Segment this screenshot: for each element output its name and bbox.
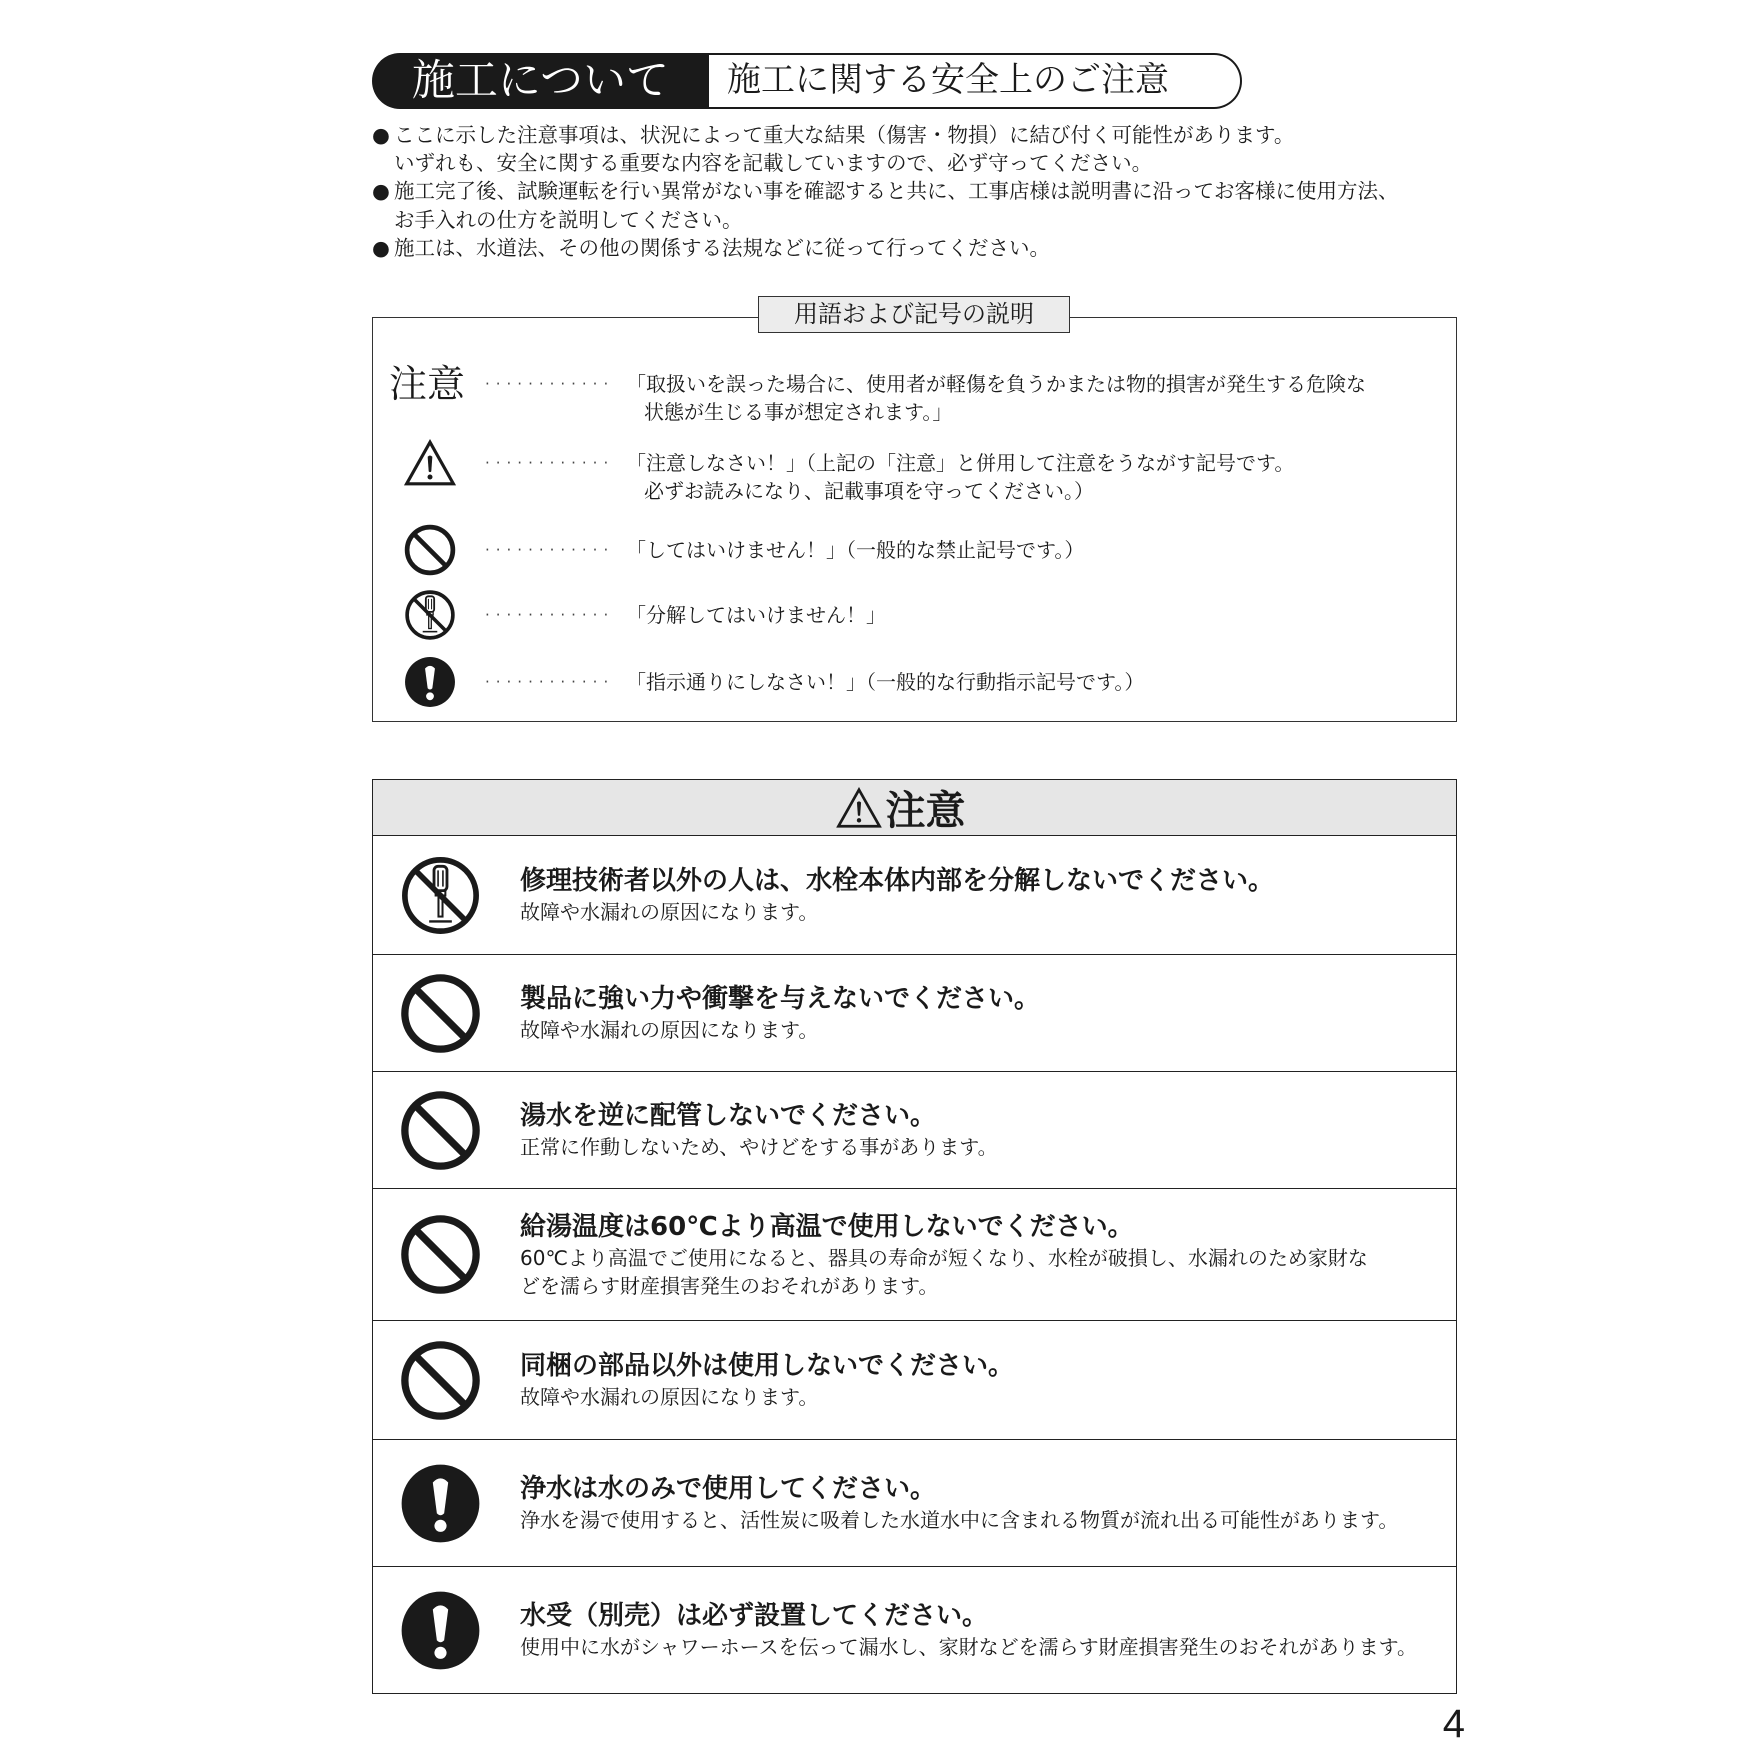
page-number: 4 bbox=[1442, 1702, 1465, 1746]
mandatory-action-icon bbox=[404, 656, 456, 708]
leader-dots: ············ bbox=[485, 541, 615, 559]
leader-dots: ············ bbox=[485, 375, 615, 393]
legend-line: 必ずお読みになり、記載事項を守ってください。） bbox=[644, 479, 1094, 503]
caution-icon-cell bbox=[373, 1072, 507, 1188]
caution-header bbox=[373, 780, 1456, 836]
caution-title: 水受（別売）は必ず設置してください。 bbox=[520, 1601, 989, 1631]
caution-title: 修理技術者以外の人は、水栓本体内部を分解しないでください。 bbox=[520, 866, 1275, 896]
prohibition-icon bbox=[404, 524, 456, 576]
caution-row bbox=[373, 1321, 1456, 1440]
caution-icon-cell bbox=[373, 1321, 507, 1439]
legend-line: 「注意しなさい！」（上記の「注意」と併用して注意をうながす記号です。 bbox=[626, 451, 1295, 475]
intro-bullet bbox=[372, 121, 1399, 177]
bullet-line: 施工は、水道法、その他の関係する法規などに従って行ってください。 bbox=[394, 235, 1050, 260]
caution-title: 給湯温度は60℃より高温で使用しないでください。 bbox=[520, 1211, 1134, 1242]
caution-detail: 故障や水漏れの原因になります。 bbox=[520, 1018, 819, 1042]
legend-description bbox=[626, 668, 1144, 696]
caution-detail: 使用中に水がシャワーホースを伝って漏水し、家財などを濡らす財産損害発生のおそれがあります。 bbox=[520, 1635, 1417, 1659]
caution-row bbox=[373, 1189, 1456, 1321]
bullet-text bbox=[394, 234, 1050, 262]
caution-row bbox=[373, 1567, 1456, 1693]
intro-notes bbox=[372, 121, 1399, 262]
caution-detail: 正常に作動しないため、やけどをする事があります。 bbox=[520, 1135, 998, 1159]
legend-description bbox=[626, 370, 1366, 426]
caution-detail: 60℃より高温でご使用になると、器具の寿命が短くなり、水栓が破損し、水漏れのため家財な bbox=[520, 1245, 1368, 1270]
leader-dots: ············ bbox=[485, 673, 615, 691]
caution-title: 同梱の部品以外は使用しないでください。 bbox=[520, 1351, 1015, 1381]
caution-title: 浄水は水のみで使用してください。 bbox=[520, 1474, 937, 1504]
legend-row-no-disassembly bbox=[372, 601, 1457, 657]
caution-title: 製品に強い力や衝撃を与えないでください。 bbox=[520, 984, 1041, 1014]
legend-description bbox=[626, 536, 1084, 564]
caution-row bbox=[373, 955, 1456, 1072]
intro-bullet bbox=[372, 177, 1399, 233]
bullet-line: お手入れの仕方を説明してください。 bbox=[394, 207, 743, 232]
legend-line: 状態が生じる事が想定されます。」 bbox=[644, 400, 953, 424]
page-title: 施工に関する安全上のご注意 bbox=[709, 53, 1242, 109]
bullet-text bbox=[394, 121, 1294, 177]
no-disassembly-icon bbox=[400, 855, 481, 936]
caution-icon-cell bbox=[373, 1440, 507, 1566]
caution-text bbox=[507, 1072, 998, 1188]
caution-row bbox=[373, 836, 1456, 955]
caution-icon-cell bbox=[373, 955, 507, 1071]
caution-signal-word: 注意 bbox=[389, 362, 466, 406]
leader-dots: ············ bbox=[485, 454, 615, 472]
legend-row-warning bbox=[372, 449, 1457, 505]
bullet-line: いずれも、安全に関する重要な内容を記載していますので、必ず守ってください。 bbox=[394, 151, 1153, 176]
legend-line: 「取扱いを誤った場合に、使用者が軽傷を負うかまたは物的損害が発生する危険な bbox=[626, 372, 1366, 396]
prohibition-icon bbox=[400, 1340, 481, 1421]
caution-text bbox=[507, 1321, 1014, 1439]
section-label: 施工について bbox=[372, 53, 709, 109]
bullet-marker: ● bbox=[372, 123, 390, 147]
no-disassembly-icon bbox=[404, 589, 456, 641]
bullet-text bbox=[394, 177, 1399, 233]
caution-detail: 故障や水漏れの原因になります。 bbox=[520, 1385, 819, 1409]
legend-line: 「指示通りにしなさい！」（一般的な行動指示記号です。） bbox=[626, 670, 1145, 694]
caution-text bbox=[507, 955, 1040, 1071]
bullet-marker: ● bbox=[372, 235, 390, 260]
legend-line: 「分解してはいけません！」 bbox=[626, 603, 886, 627]
legend-line: 「してはいけません！」（一般的な禁止記号です。） bbox=[626, 538, 1085, 562]
legend-row-prohibition bbox=[372, 536, 1457, 592]
bullet-line: 施工完了後、試験運転を行い異常がない事を確認すると共に、工事店様は説明書に沿ってお客様に使用方法、 bbox=[394, 179, 1399, 204]
caution-text bbox=[507, 1189, 1368, 1320]
legend-description bbox=[626, 601, 886, 629]
legend-row-mandatory bbox=[372, 668, 1457, 724]
leader-dots: ············ bbox=[485, 606, 615, 624]
caution-icon-cell bbox=[373, 1189, 507, 1320]
title-banner bbox=[372, 53, 1242, 109]
caution-icon-cell bbox=[373, 1567, 507, 1693]
warning-triangle-icon bbox=[836, 787, 882, 829]
caution-detail: どを濡らす財産損害発生のおそれがあります。 bbox=[520, 1273, 939, 1298]
caution-text bbox=[507, 836, 1274, 954]
prohibition-icon bbox=[400, 1090, 481, 1171]
caution-title: 湯水を逆に配管しないでください。 bbox=[520, 1101, 937, 1131]
caution-text bbox=[507, 1440, 1398, 1566]
mandatory-action-icon bbox=[400, 1463, 481, 1544]
caution-text bbox=[507, 1567, 1417, 1693]
prohibition-icon bbox=[400, 973, 481, 1054]
caution-table bbox=[372, 779, 1457, 1694]
intro-bullet bbox=[372, 234, 1399, 262]
caution-row bbox=[373, 1440, 1456, 1567]
mandatory-action-icon bbox=[400, 1590, 481, 1671]
bullet-line: ここに示した注意事項は、状況によって重大な結果（傷害・物損）に結び付く可能性があります。 bbox=[394, 123, 1295, 147]
caution-detail: 浄水を湯で使用すると、活性炭に吸着した水道水中に含まれる物質が流れ出る可能性があります。 bbox=[520, 1508, 1399, 1532]
warning-triangle-icon bbox=[404, 437, 456, 489]
legend-label: 用語および記号の説明 bbox=[758, 296, 1070, 333]
legend-description bbox=[626, 449, 1294, 505]
caution-row bbox=[373, 1072, 1456, 1189]
prohibition-icon bbox=[400, 1214, 481, 1295]
bullet-marker: ● bbox=[372, 179, 390, 204]
caution-detail: 故障や水漏れの原因になります。 bbox=[520, 900, 819, 924]
legend-row-signal-word bbox=[372, 362, 1457, 426]
caution-heading: 注意 bbox=[885, 788, 966, 834]
caution-icon-cell bbox=[373, 836, 507, 954]
